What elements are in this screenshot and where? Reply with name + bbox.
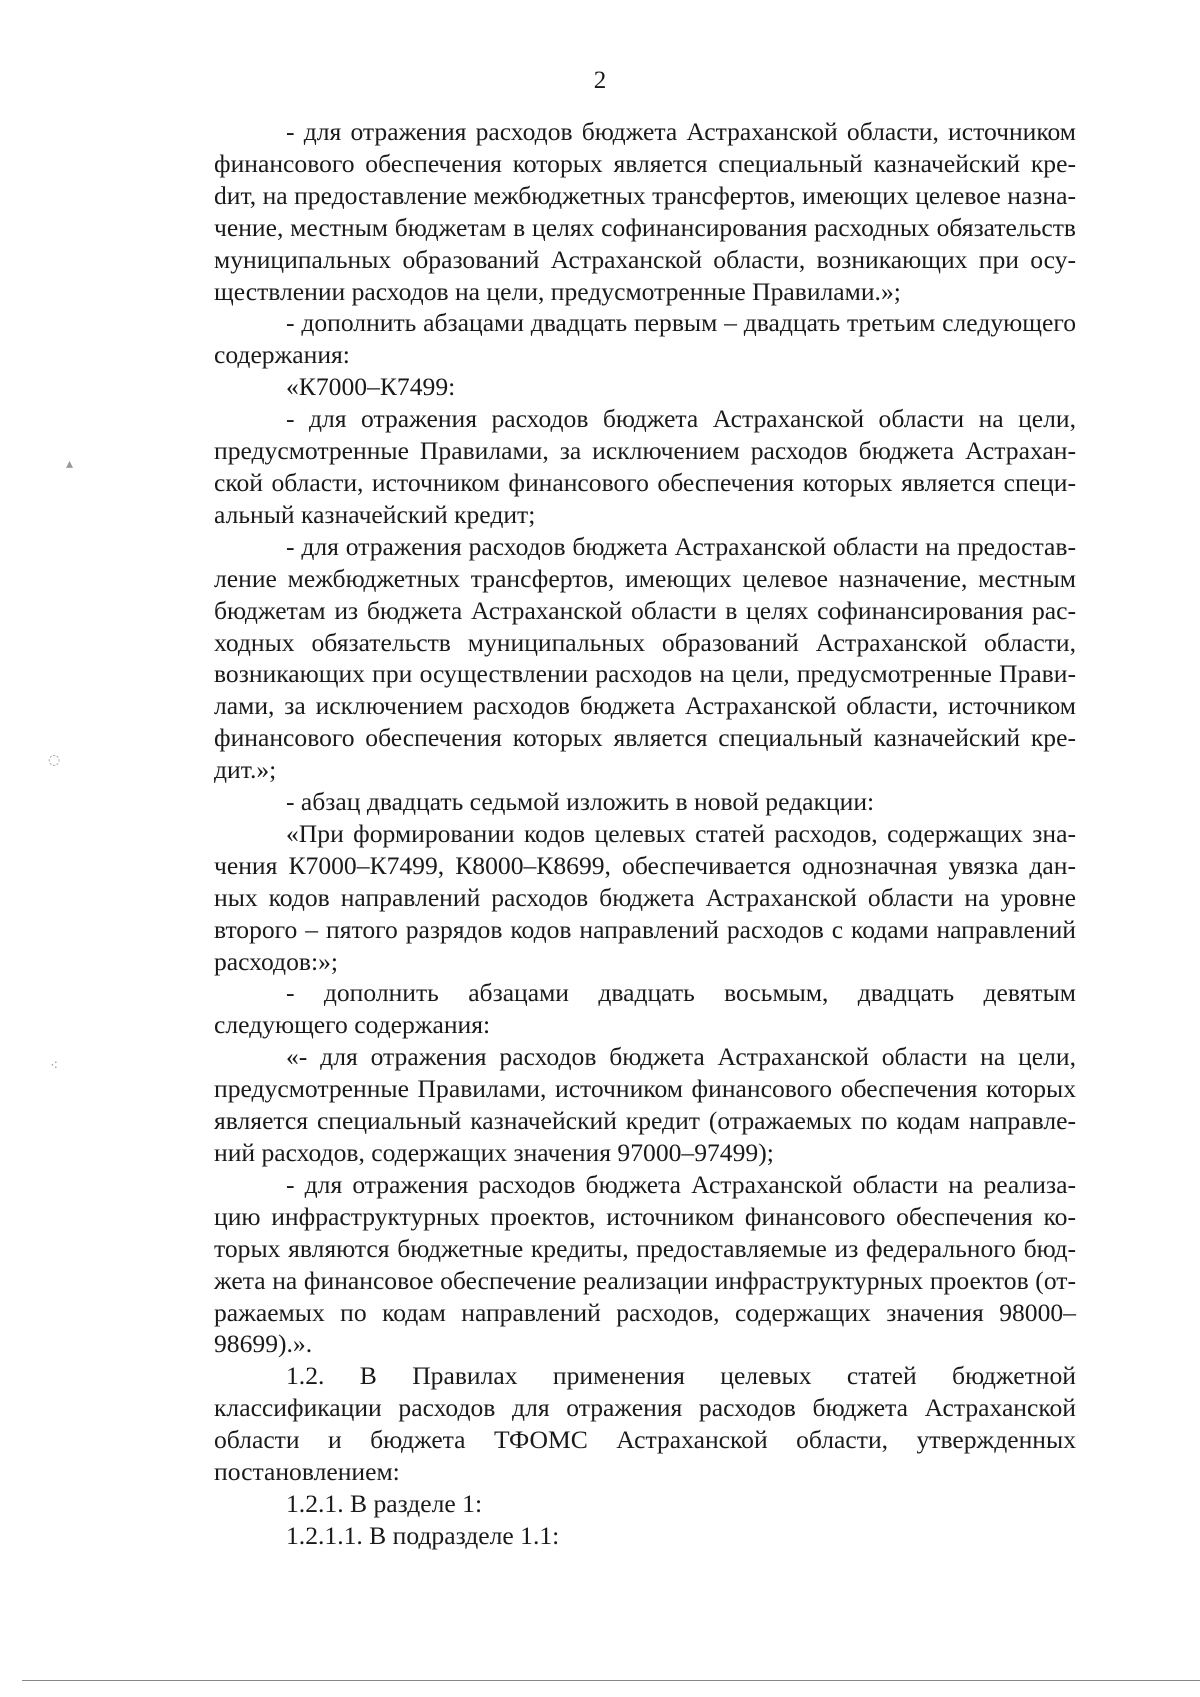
paragraph: 1.2.1. В разделе 1:	[286, 1488, 483, 1518]
paragraph: - для отражения расходов бюджета Астраханской области на реализацию инфраструктурных проектов, источником финансового обеспечения которых являются бюджетные кредиты, предоставляемые из федерального бюджета на финансовое обеспечение реализации инфраструктурных проектов (отражаемых по кодам направлений расходов, содержащих значения 98000–98699).».	[214, 1169, 1076, 1359]
scan-edge-line	[22, 1680, 1200, 1681]
paragraph: - дополнить абзацами двадцать первым – двадцать третьим следующего содержания:	[214, 308, 1076, 370]
paragraph: «- для отражения расходов бюджета Астраханской области на цели, предусмотренные Правилами, источником финансового обеспечения которых является специальный казначейский кредит (отражаемых по кодам направлений расходов, содержащих значения 97000–97499);	[214, 1042, 1076, 1167]
document-body	[214, 116, 1076, 1552]
paragraph: - для отражения расходов бюджета Астраханской области на цели, предусмотренные Правилами, за исключением расходов бюджета Астраханской области, источником финансового обеспечения которых является специальный казначейский кредит;	[214, 404, 1076, 529]
paragraph: 1.2.1.1. В подразделе 1.1:	[286, 1520, 560, 1550]
paragraph: 1.2. В Правилах применения целевых статей бюджетной классификации расходов для отражения расходов бюджета Астраханской области и бюджета ТФОМС Астраханской области, утвержденных постановлением:	[214, 1361, 1076, 1487]
scan-speck: ⁖	[50, 1058, 59, 1074]
scan-speck: ◌	[48, 752, 61, 768]
paragraph: - для отражения расходов бюджета Астраханской области на предоставление межбюджетных трансфертов, имеющих целевое назначение, местным бюджетам из бюджета Астраханской области в целях софинансирования расходных обязательств муниципальных образований Астраханской области, возникающих при осуществлении расходов на цели, предусмотренные Правилами, за исключением расходов бюджета Астраханской области, источником финансового обеспечения которых является специальный казначейский кредит.»;	[214, 531, 1076, 785]
paragraph: - абзац двадцать седьмой изложить в новой редакции:	[286, 787, 875, 817]
paragraph: «При формировании кодов целевых статей расходов, содержащих значения К7000–К7499, К8000–К8699, обеспечивается однозначная увязка данных кодов направлений расходов бюджета Астраханской области на уровне второго – пятого разрядов кодов направлений расходов с кодами направлений расходов:»;	[214, 818, 1076, 976]
page-number: 2	[593, 67, 607, 94]
paragraph: - дополнить абзацами двадцать восьмым, двадцать девятым следующего содержания:	[214, 978, 1076, 1040]
paragraph: - для отражения расходов бюджета Астраханской области, источником финансового обеспечения которых является специальный казначейский креdит, на предоставление межбюджетных трансфертов, имеющих целевое назначение, местным бюджетам в целях софинансирования расходных обязательств муниципальных образований Астраханской области, возникающих при осуществлении расходов на цели, предусмотренные Правилами.»;	[214, 117, 1076, 306]
paragraph: «К7000–К7499:	[286, 372, 456, 402]
scan-speck: ▴	[66, 456, 74, 472]
